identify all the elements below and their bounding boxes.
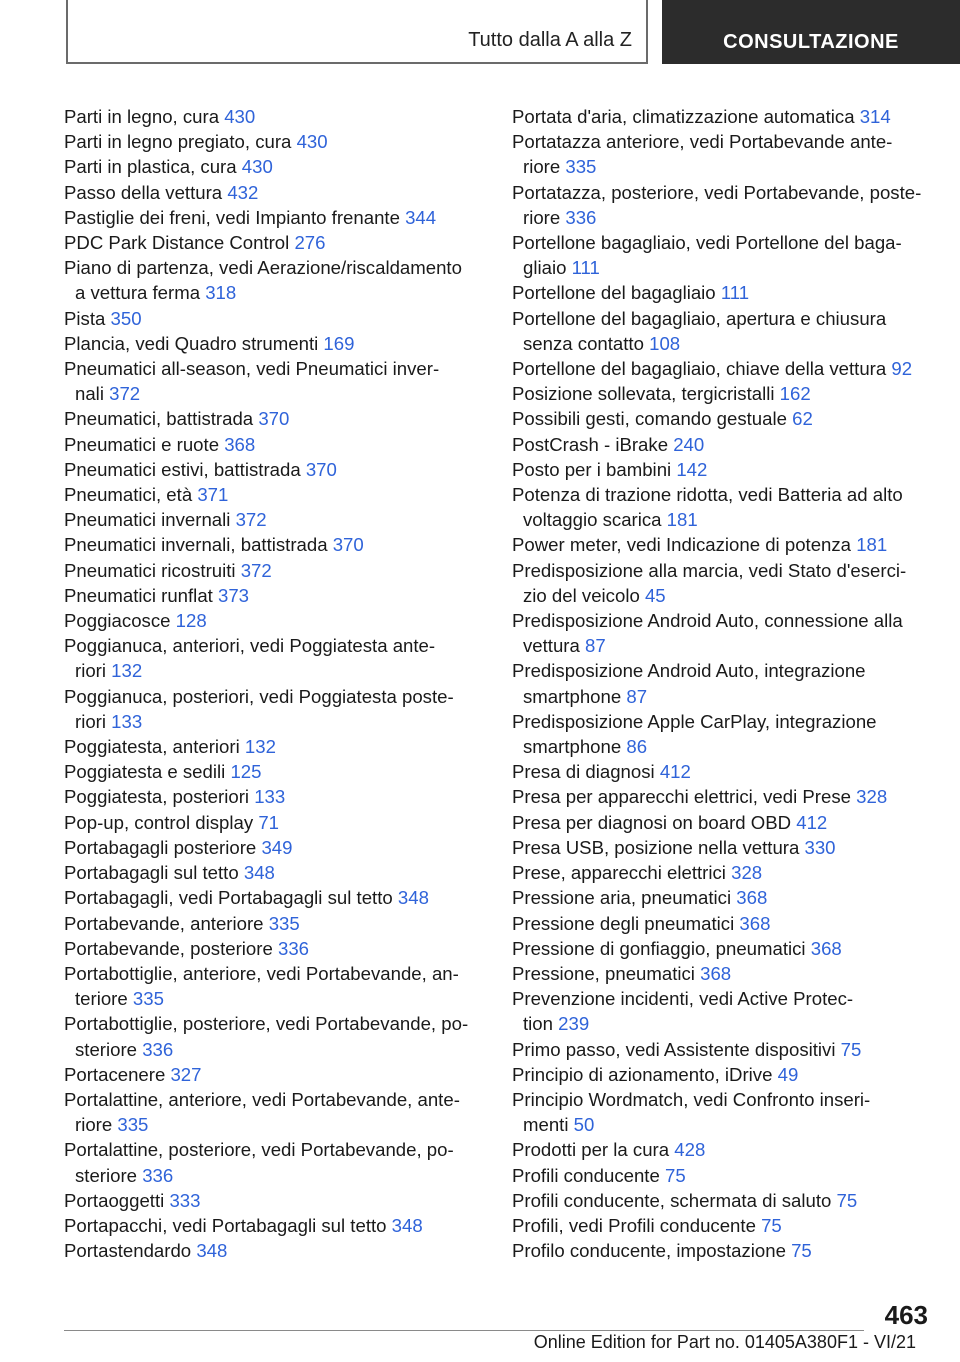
footer-edition: Online Edition for Part no. 01405A380F1 - VI/21 bbox=[533, 1332, 916, 1352]
entry-page-link[interactable]: 348 bbox=[243, 862, 275, 884]
entry-term: Portata d'aria, climatizzazione automatica bbox=[512, 106, 855, 127]
entry-page-link[interactable]: 132 bbox=[111, 660, 143, 682]
index-entry bbox=[64, 205, 476, 230]
entry-page-link[interactable]: 430 bbox=[241, 156, 273, 178]
entry-page-link[interactable]: 330 bbox=[804, 836, 836, 858]
entry-term: Pop-up, control display bbox=[64, 811, 254, 833]
entry-page-link[interactable]: 430 bbox=[224, 106, 256, 127]
entry-term: Poggiacosce bbox=[64, 610, 171, 632]
entry-term: Parti in legno pregiato, cura bbox=[64, 131, 292, 153]
index-entry bbox=[64, 961, 476, 1011]
entry-page-link[interactable]: 111 bbox=[720, 282, 750, 304]
entry-term: riore bbox=[75, 1114, 113, 1136]
entry-term: Portapacchi, vedi Portabagagli sul tetto bbox=[64, 1214, 387, 1236]
entry-term: a vettura ferma bbox=[75, 282, 201, 304]
entry-term: Power meter, vedi Indicazione di potenza bbox=[512, 534, 852, 556]
entry-term: Portacenere bbox=[64, 1063, 166, 1085]
entry-term: Portellone del bagagliaio, chiave della vettura bbox=[512, 358, 887, 380]
entry-page-link[interactable]: 335 bbox=[565, 156, 597, 178]
index-entry bbox=[512, 280, 932, 305]
index-entry bbox=[64, 558, 476, 583]
index-entry bbox=[512, 432, 932, 457]
index-entry bbox=[512, 1037, 932, 1062]
entry-page-link[interactable]: 349 bbox=[261, 836, 293, 858]
entry-term: Prevenzione incidenti, vedi Active Protec- bbox=[512, 988, 854, 1010]
index-entry bbox=[64, 633, 476, 683]
entry-term: Pneumatici runflat bbox=[64, 584, 213, 606]
index-entry bbox=[64, 306, 476, 331]
entry-term: Pastiglie dei freni, vedi Impianto frenante bbox=[64, 206, 400, 228]
entry-page-link[interactable]: 75 bbox=[791, 1240, 812, 1262]
index-entry bbox=[64, 684, 476, 734]
entry-page-link[interactable]: 111 bbox=[571, 257, 600, 279]
index-entry bbox=[64, 255, 476, 305]
entry-term: Pressione aria, pneumatici bbox=[512, 887, 732, 909]
chapter-title-text: CONSULTAZIONE bbox=[723, 31, 899, 53]
entry-term: Portatazza anteriore, vedi Portabevande ante- bbox=[512, 131, 893, 153]
entry-term: voltaggio scarica bbox=[523, 509, 662, 531]
entry-page-link[interactable]: 75 bbox=[664, 1164, 686, 1186]
index-column-right bbox=[512, 104, 932, 1263]
index-entry bbox=[64, 507, 476, 532]
entry-page-link[interactable]: 373 bbox=[218, 584, 250, 606]
entry-page-link[interactable]: 239 bbox=[558, 1013, 590, 1035]
index-entry bbox=[64, 154, 476, 179]
index-entry bbox=[64, 1213, 476, 1238]
index-entry bbox=[512, 482, 932, 532]
entry-term: Predisposizione Apple CarPlay, integrazione bbox=[512, 710, 877, 732]
entry-page-link[interactable]: 240 bbox=[673, 433, 705, 455]
entry-term: Pneumatici invernali, battistrada bbox=[64, 534, 328, 556]
entry-term: Portabagagli, vedi Portabagagli sul tetto bbox=[64, 887, 393, 909]
entry-term: Profili conducente bbox=[512, 1164, 660, 1186]
entry-page-link[interactable]: 86 bbox=[626, 736, 648, 758]
entry-page-link[interactable]: 336 bbox=[277, 937, 310, 959]
entry-page-link[interactable]: 428 bbox=[674, 1139, 706, 1161]
entry-page-link[interactable]: 370 bbox=[332, 534, 364, 556]
entry-term: smartphone bbox=[523, 736, 622, 758]
entry-page-link[interactable]: 372 bbox=[109, 383, 141, 405]
entry-term: Pressione degli pneumatici bbox=[512, 912, 735, 934]
index-entry bbox=[512, 230, 932, 280]
entry-page-link[interactable]: 108 bbox=[649, 332, 681, 354]
index-entry bbox=[512, 406, 932, 431]
entry-term: menti bbox=[523, 1114, 569, 1136]
entry-page-link[interactable]: 169 bbox=[323, 332, 355, 354]
index-entry bbox=[64, 835, 476, 860]
entry-term: Posto per i bambini bbox=[512, 458, 672, 480]
entry-term: smartphone bbox=[523, 685, 622, 707]
footer-divider bbox=[64, 1330, 864, 1331]
entry-term: Pneumatici, età bbox=[64, 484, 193, 506]
index-entry bbox=[64, 180, 476, 205]
entry-term: Portabagagli posteriore bbox=[64, 836, 257, 858]
entry-page-link[interactable]: 412 bbox=[796, 811, 828, 833]
index-entry bbox=[512, 1062, 932, 1087]
entry-term: Portellone del bagagliaio bbox=[512, 282, 716, 304]
index-entry bbox=[64, 432, 476, 457]
entry-page-link[interactable]: 333 bbox=[169, 1189, 201, 1211]
index-entry bbox=[64, 608, 476, 633]
entry-term: Portellone del bagagliaio, apertura e chiusura bbox=[512, 307, 887, 329]
header-chapter-tab bbox=[662, 0, 960, 64]
index-entry bbox=[512, 104, 932, 129]
entry-term: Profili, vedi Profili conducente bbox=[512, 1214, 756, 1236]
entry-page-link[interactable]: 371 bbox=[197, 484, 229, 506]
entry-page-link[interactable]: 128 bbox=[175, 610, 207, 632]
section-title-text: Tutto dalla A alla Z bbox=[468, 29, 632, 51]
entry-term: Pneumatici, battistrada bbox=[64, 408, 254, 430]
entry-term: Predisposizione Android Auto, integrazione bbox=[512, 660, 866, 682]
index-entry bbox=[64, 532, 476, 557]
entry-term: Pneumatici estivi, battistrada bbox=[64, 458, 301, 480]
index-entry bbox=[64, 885, 476, 910]
index-entry bbox=[64, 230, 476, 255]
entry-term: tion bbox=[523, 1013, 553, 1035]
index-entry bbox=[64, 936, 476, 961]
index-entry bbox=[64, 860, 476, 885]
entry-term: Pneumatici all-season, vedi Pneumatici inver- bbox=[64, 358, 440, 380]
entry-page-link[interactable]: 50 bbox=[573, 1114, 595, 1136]
index-entry bbox=[64, 406, 476, 431]
index-entry bbox=[64, 482, 476, 507]
entry-term: zio del veicolo bbox=[523, 584, 640, 606]
index-entry bbox=[64, 1188, 476, 1213]
entry-term: Parti in plastica, cura bbox=[64, 156, 237, 178]
index-entry bbox=[512, 608, 932, 658]
entry-page-link[interactable]: 412 bbox=[659, 761, 691, 783]
entry-term: Profilo conducente, impostazione bbox=[512, 1240, 786, 1262]
index-entry bbox=[64, 104, 476, 129]
entry-term: PostCrash - iBrake bbox=[512, 433, 669, 455]
entry-term: Presa per apparecchi elettrici, vedi Prese bbox=[512, 786, 851, 808]
entry-term: Primo passo, vedi Assistente dispositivi bbox=[512, 1038, 836, 1060]
index-entry bbox=[512, 759, 932, 784]
index-entry bbox=[64, 784, 476, 809]
entry-term: teriore bbox=[75, 988, 128, 1010]
index-entry bbox=[512, 457, 932, 482]
entry-page-link[interactable]: 327 bbox=[170, 1063, 202, 1085]
entry-term: Portatazza, posteriore, vedi Portabevande, poste- bbox=[512, 181, 922, 203]
index-entry bbox=[512, 1163, 932, 1188]
entry-term: riori bbox=[75, 710, 106, 732]
entry-term: Profili conducente, schermata di saluto bbox=[512, 1189, 832, 1211]
index-entry bbox=[512, 860, 932, 885]
entry-page-link[interactable]: 336 bbox=[142, 1164, 174, 1186]
index-entry bbox=[64, 129, 476, 154]
entry-term: Presa per diagnosi on board OBD bbox=[512, 811, 792, 833]
entry-term: Presa di diagnosi bbox=[512, 761, 655, 783]
index-entry bbox=[64, 1062, 476, 1087]
entry-term: Pneumatici invernali bbox=[64, 509, 231, 531]
entry-page-link[interactable]: 335 bbox=[268, 912, 300, 934]
index-entry bbox=[512, 1188, 932, 1213]
entry-term: Predisposizione Android Auto, connessione alla bbox=[512, 610, 903, 632]
index-column-left bbox=[64, 104, 476, 1263]
index-entry bbox=[512, 810, 932, 835]
entry-page-link[interactable]: 71 bbox=[258, 811, 280, 833]
entry-page-link[interactable]: 336 bbox=[142, 1038, 174, 1060]
entry-page-link[interactable]: 348 bbox=[397, 887, 429, 909]
entry-term: Passo della vettura bbox=[64, 181, 223, 203]
entry-page-link[interactable]: 328 bbox=[856, 786, 888, 808]
entry-page-link[interactable]: 335 bbox=[117, 1114, 149, 1136]
entry-term: Pneumatici ricostruiti bbox=[64, 559, 236, 581]
index-entry bbox=[64, 1238, 476, 1263]
entry-term: Prodotti per la cura bbox=[512, 1139, 670, 1161]
entry-page-link[interactable]: 368 bbox=[739, 912, 771, 934]
index-entry bbox=[64, 583, 476, 608]
entry-page-link[interactable]: 87 bbox=[585, 635, 606, 657]
entry-page-link[interactable]: 181 bbox=[666, 509, 698, 531]
index-entry bbox=[64, 457, 476, 482]
entry-page-link[interactable]: 344 bbox=[405, 206, 437, 228]
entry-page-link[interactable]: 181 bbox=[856, 534, 888, 556]
index-entry bbox=[512, 911, 932, 936]
entry-page-link[interactable]: 75 bbox=[761, 1214, 782, 1236]
index-entry bbox=[512, 936, 932, 961]
header-section-title bbox=[66, 0, 648, 64]
index-entry bbox=[64, 1011, 476, 1061]
entry-page-link[interactable]: 87 bbox=[626, 685, 648, 707]
entry-term: Portabevande, posteriore bbox=[64, 937, 273, 959]
index-entry bbox=[512, 1087, 932, 1137]
entry-term: Piano di partenza, vedi Aerazione/riscaldamento bbox=[64, 257, 462, 279]
entry-term: Posizione sollevata, tergicristalli bbox=[512, 383, 775, 405]
entry-page-link[interactable]: 350 bbox=[110, 307, 142, 329]
entry-term: Portaoggetti bbox=[64, 1189, 165, 1211]
index-entry bbox=[512, 532, 932, 557]
entry-page-link[interactable]: 75 bbox=[836, 1189, 858, 1211]
entry-term: Possibili gesti, comando gestuale bbox=[512, 408, 787, 430]
entry-page-link[interactable]: 162 bbox=[779, 383, 811, 405]
index-entry bbox=[64, 911, 476, 936]
entry-term: steriore bbox=[75, 1038, 138, 1060]
entry-page-link[interactable]: 142 bbox=[676, 458, 708, 480]
entry-term: Portabagagli sul tetto bbox=[64, 862, 239, 884]
index-entry bbox=[512, 961, 932, 986]
entry-term: Portabevande, anteriore bbox=[64, 912, 264, 934]
entry-term: riori bbox=[75, 660, 106, 682]
index-entry bbox=[512, 658, 932, 708]
index-entry bbox=[64, 356, 476, 406]
entry-term: Pressione, pneumatici bbox=[512, 962, 695, 984]
entry-term: PDC Park Distance Control bbox=[64, 232, 290, 254]
entry-term: nali bbox=[75, 383, 104, 405]
entry-term: Pista bbox=[64, 307, 106, 329]
entry-page-link[interactable]: 132 bbox=[244, 736, 276, 758]
entry-page-link[interactable]: 432 bbox=[227, 181, 259, 203]
entry-page-link[interactable]: 368 bbox=[736, 887, 768, 909]
index-entry bbox=[512, 306, 932, 356]
entry-term: Principio di azionamento, iDrive bbox=[512, 1063, 773, 1085]
entry-page-link[interactable]: 62 bbox=[792, 408, 813, 430]
index-entry bbox=[512, 986, 932, 1036]
index-entry bbox=[64, 759, 476, 784]
entry-term: vettura bbox=[523, 635, 580, 657]
entry-term: Portabottiglie, posteriore, vedi Portabevande, po- bbox=[64, 1013, 469, 1035]
entry-term: Portastendardo bbox=[64, 1240, 192, 1262]
entry-term: riore bbox=[523, 206, 561, 228]
entry-term: steriore bbox=[75, 1164, 138, 1186]
entry-page-link[interactable]: 368 bbox=[224, 433, 256, 455]
entry-term: Parti in legno, cura bbox=[64, 106, 220, 127]
entry-term: Predisposizione alla marcia, vedi Stato d'eserci- bbox=[512, 559, 907, 581]
entry-page-link[interactable]: 133 bbox=[254, 786, 286, 808]
entry-term: Pressione di gonfiaggio, pneumatici bbox=[512, 937, 806, 959]
entry-term: Poggiatesta e sedili bbox=[64, 761, 226, 783]
entry-term: Poggiatesta, posteriori bbox=[64, 786, 250, 808]
entry-term: riore bbox=[523, 156, 561, 178]
entry-page-link[interactable]: 75 bbox=[840, 1038, 862, 1060]
index-entry bbox=[512, 835, 932, 860]
index-entry bbox=[512, 784, 932, 809]
index-entry bbox=[64, 734, 476, 759]
entry-page-link[interactable]: 370 bbox=[305, 458, 337, 480]
entry-page-link[interactable]: 49 bbox=[777, 1063, 799, 1085]
entry-term: Portabottiglie, anteriore, vedi Portabevande, an- bbox=[64, 962, 459, 984]
entry-term: Principio Wordmatch, vedi Confronto inseri- bbox=[512, 1088, 871, 1110]
index-entry bbox=[64, 1087, 476, 1137]
index-entry bbox=[512, 558, 932, 608]
page-number: 463 bbox=[884, 1300, 928, 1330]
entry-term: Portalattine, anteriore, vedi Portabevande, ante- bbox=[64, 1088, 460, 1110]
entry-page-link[interactable]: 335 bbox=[132, 988, 164, 1010]
index-entry bbox=[512, 1213, 932, 1238]
entry-page-link[interactable]: 372 bbox=[235, 509, 267, 531]
entry-page-link[interactable]: 314 bbox=[859, 106, 891, 127]
entry-term: Plancia, vedi Quadro strumenti bbox=[64, 332, 319, 354]
entry-term: Poggianuca, anteriori, vedi Poggiatesta ante- bbox=[64, 635, 436, 657]
entry-page-link[interactable]: 372 bbox=[240, 559, 272, 581]
index-entry bbox=[512, 356, 932, 381]
index-entry bbox=[512, 1238, 932, 1263]
entry-page-link[interactable]: 133 bbox=[111, 710, 143, 732]
index-entry bbox=[512, 709, 932, 759]
index-entry bbox=[512, 180, 932, 230]
entry-term: Poggiatesta, anteriori bbox=[64, 736, 240, 758]
entry-term: senza contatto bbox=[523, 332, 644, 354]
entry-page-link[interactable]: 45 bbox=[644, 584, 666, 606]
entry-page-link[interactable]: 336 bbox=[565, 206, 597, 228]
entry-page-link[interactable]: 348 bbox=[196, 1240, 228, 1262]
entry-term: Prese, apparecchi elettrici bbox=[512, 862, 726, 884]
entry-page-link[interactable]: 328 bbox=[731, 862, 763, 884]
entry-page-link[interactable]: 368 bbox=[810, 937, 842, 959]
entry-term: Potenza di trazione ridotta, vedi Batteria ad alto bbox=[512, 484, 903, 506]
entry-term: Presa USB, posizione nella vettura bbox=[512, 836, 800, 858]
index-entry bbox=[64, 810, 476, 835]
index-entry bbox=[512, 1137, 932, 1162]
entry-term: Pneumatici e ruote bbox=[64, 433, 220, 455]
entry-page-link[interactable]: 430 bbox=[296, 131, 328, 153]
index-entry bbox=[512, 381, 932, 406]
entry-page-link[interactable]: 370 bbox=[258, 408, 290, 430]
entry-term: gliaio bbox=[523, 257, 567, 279]
index-entry bbox=[512, 885, 932, 910]
entry-page-link[interactable]: 92 bbox=[891, 358, 913, 380]
entry-page-link[interactable]: 276 bbox=[294, 232, 326, 254]
index-entry bbox=[64, 1137, 476, 1187]
index-entry bbox=[64, 331, 476, 356]
entry-term: Poggianuca, posteriori, vedi Poggiatesta poste- bbox=[64, 685, 454, 707]
entry-page-link[interactable]: 348 bbox=[391, 1214, 423, 1236]
entry-page-link[interactable]: 125 bbox=[230, 761, 262, 783]
entry-page-link[interactable]: 368 bbox=[700, 962, 732, 984]
entry-term: Portellone bagagliaio, vedi Portellone del baga- bbox=[512, 232, 902, 254]
entry-term: Portalattine, posteriore, vedi Portabevande, po- bbox=[64, 1139, 454, 1161]
index-entry bbox=[512, 129, 932, 179]
entry-page-link[interactable]: 318 bbox=[205, 282, 237, 304]
